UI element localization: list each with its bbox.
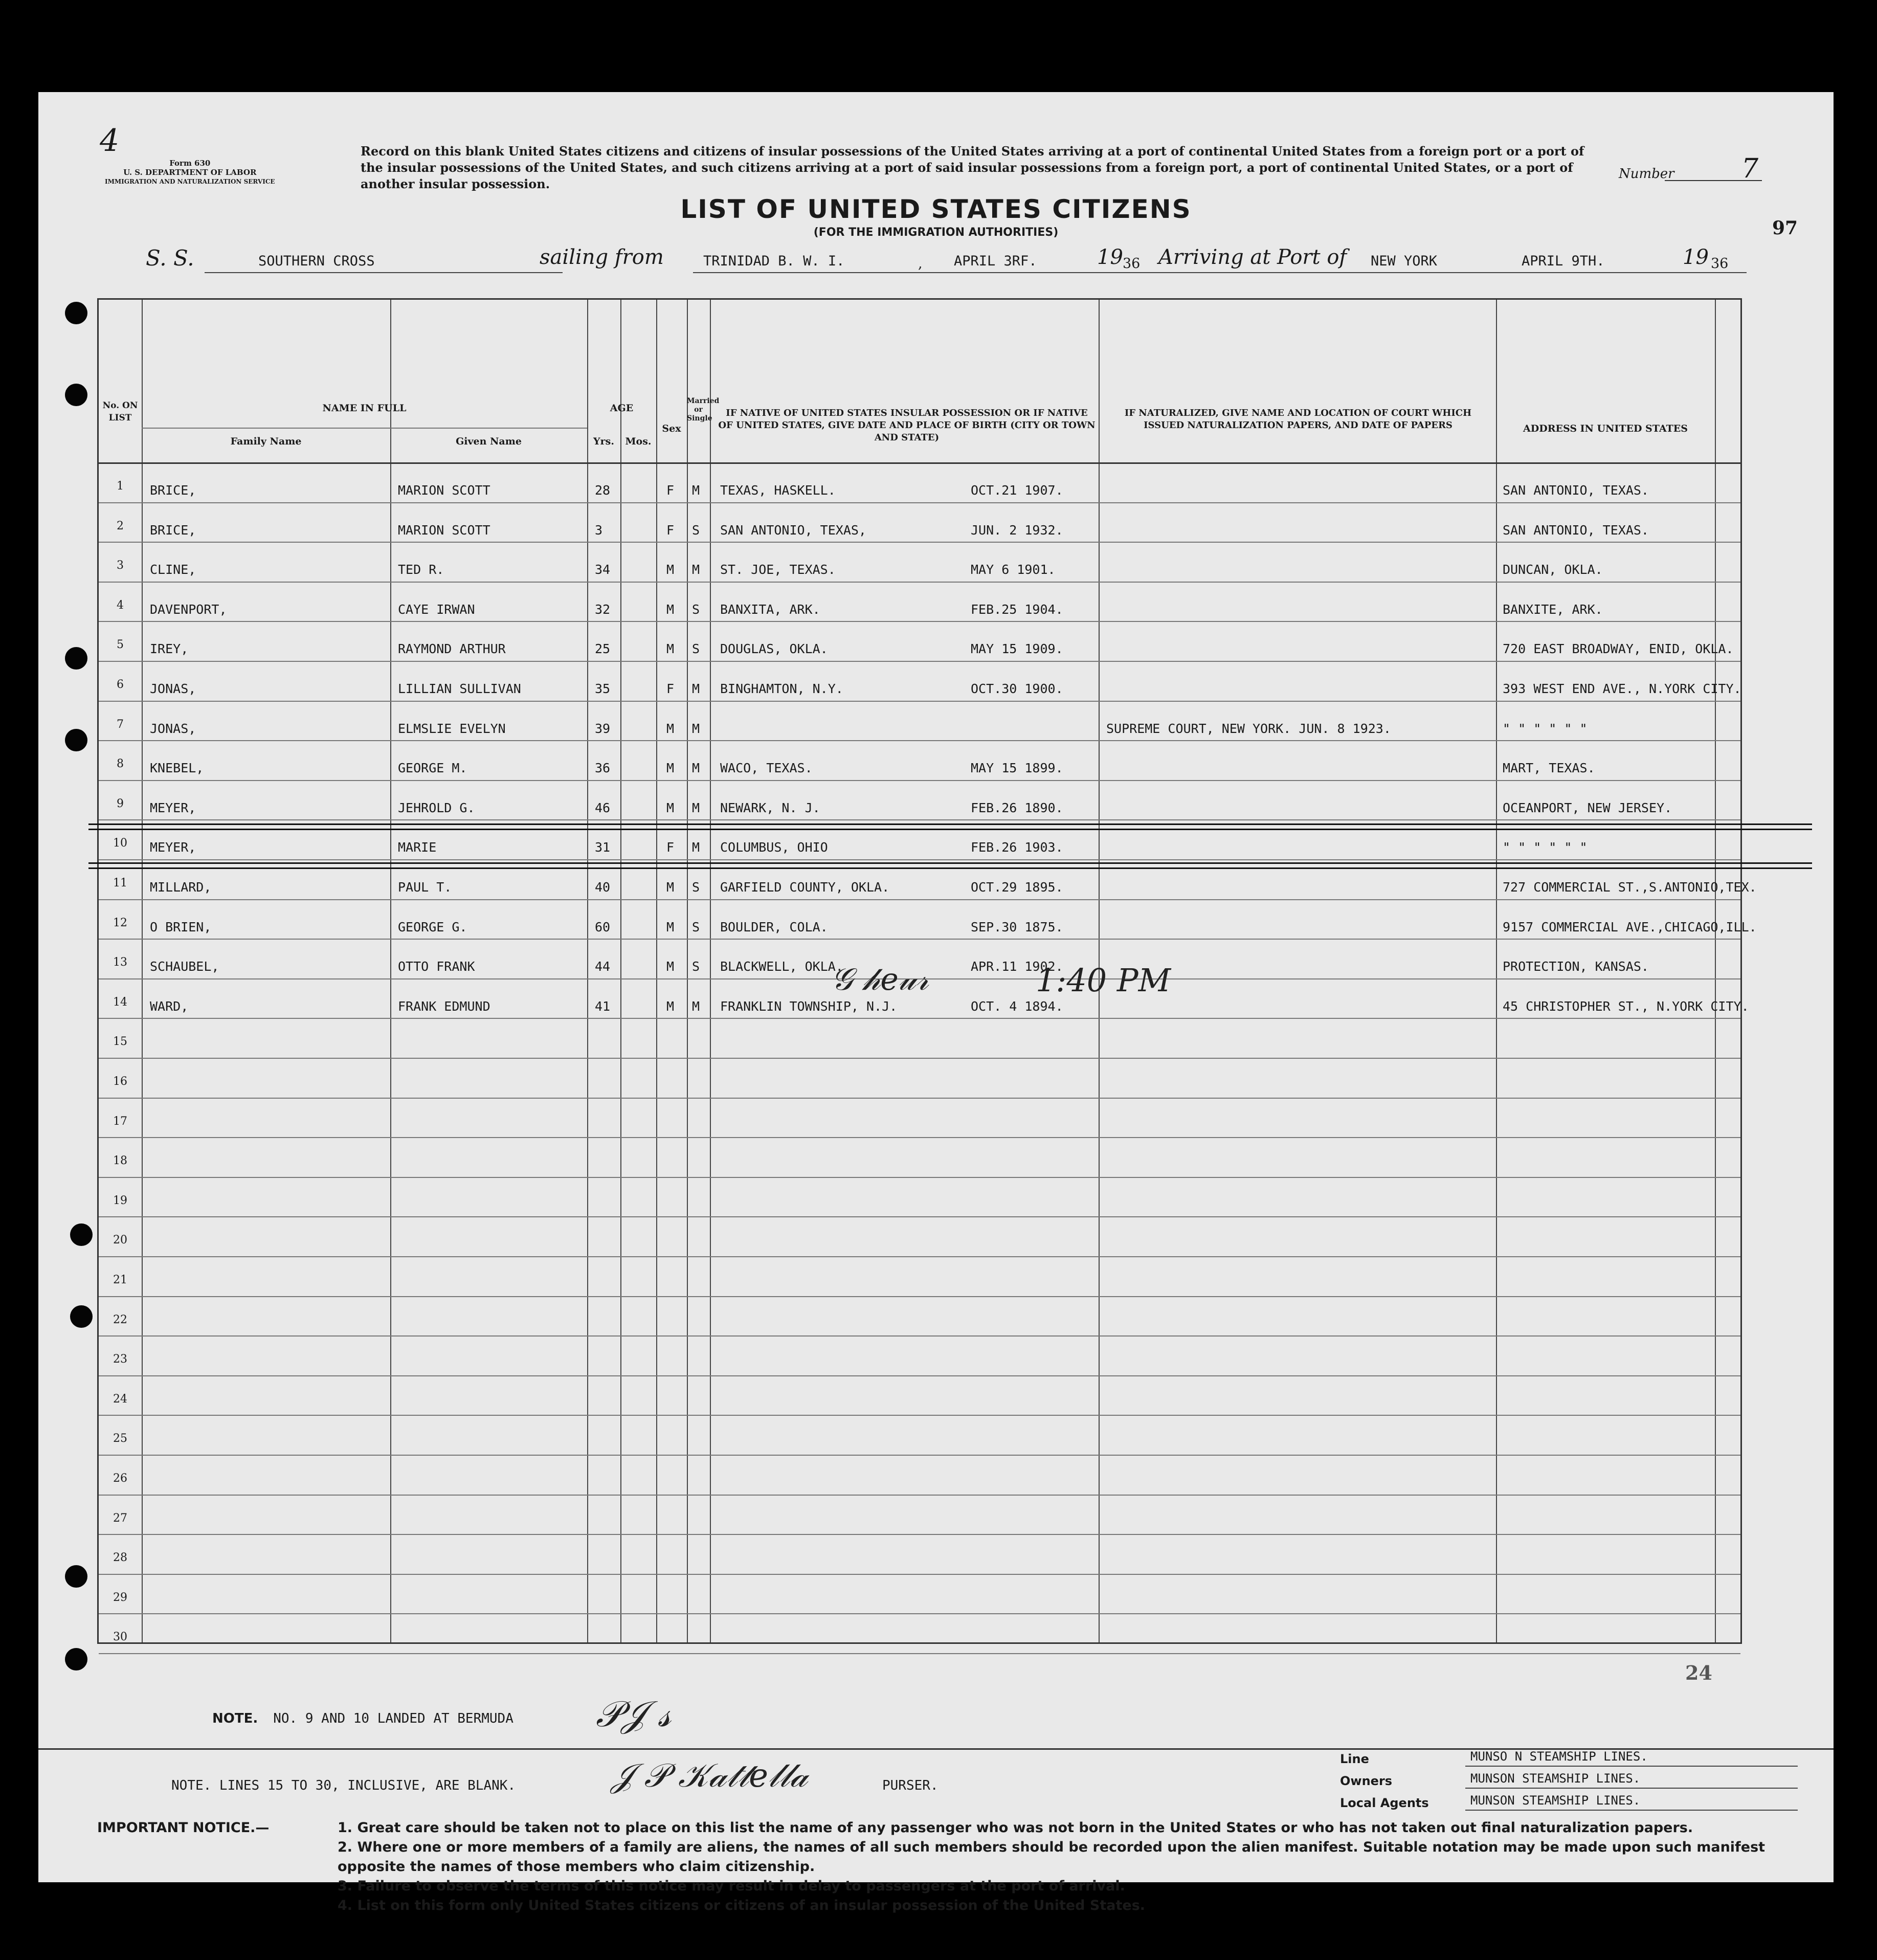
row-number: 7 <box>117 718 124 731</box>
marital-status: M <box>692 721 700 736</box>
row-rule <box>99 1177 1740 1178</box>
handwritten-mark: 4 <box>100 123 120 159</box>
row-rule <box>99 1613 1740 1614</box>
col-age: AGE <box>610 403 634 414</box>
birth-place: FRANKLIN TOWNSHIP, N.J. <box>720 998 898 1014</box>
punch-hole <box>65 1648 87 1671</box>
origin-port: TRINIDAD B. W. I. <box>703 253 845 269</box>
birth-place: BANXITA, ARK. <box>720 602 820 617</box>
row-rule <box>99 1098 1740 1099</box>
row-number: 3 <box>117 559 124 572</box>
col-yrs: Yrs. <box>593 436 614 447</box>
row-number: 9 <box>117 797 124 810</box>
page-total: 24 <box>1685 1661 1712 1684</box>
col-sex: Sex <box>662 423 681 434</box>
row-rule <box>99 1375 1740 1376</box>
age-years: 35 <box>595 681 611 696</box>
birth-place: BOULDER, COLA. <box>720 919 828 934</box>
number-value: 7 <box>1741 153 1759 184</box>
agents-value: MUNSON STEAMSHIP LINES. <box>1470 1793 1641 1808</box>
strike-line <box>88 867 1812 869</box>
marital-status: S <box>692 959 700 974</box>
marital-status: S <box>692 919 700 934</box>
note-text: NO. 9 AND 10 LANDED AT BERMUDA <box>273 1711 513 1726</box>
address: DUNCAN, OKLA. <box>1503 562 1603 577</box>
family-name: DAVENPORT, <box>150 602 227 617</box>
line-value: MUNSO N STEAMSHIP LINES. <box>1470 1749 1648 1764</box>
col-naturalized: IF NATURALIZED, GIVE NAME AND LOCATION OF COURT WHICH ISSUED NATURALIZATION PAPERS, AND DATE OF PAPERS <box>1124 408 1472 431</box>
address: " " " " " " <box>1503 840 1588 855</box>
birth-place: ST. JOE, TEXAS. <box>720 562 836 577</box>
number-label: Number <box>1619 166 1674 182</box>
row-rule <box>99 740 1740 741</box>
purser-label: PURSER. <box>882 1778 938 1793</box>
handwritten-time: 1:40 PM <box>1036 962 1171 999</box>
sex: F <box>666 483 675 498</box>
marital-status: M <box>692 483 700 498</box>
birth-date: FEB.26 1890. <box>971 800 1063 815</box>
row-rule <box>99 1058 1740 1059</box>
strike-line <box>88 829 1812 830</box>
punch-hole <box>65 384 87 406</box>
given-name: CAYE IRWAN <box>398 602 475 617</box>
address: 45 CHRISTOPHER ST., N.YORK CITY. <box>1503 998 1749 1014</box>
family-name: JONAS, <box>150 681 196 696</box>
owners-value: MUNSON STEAMSHIP LINES. <box>1470 1771 1641 1786</box>
given-name: GEORGE M. <box>398 761 467 776</box>
given-name: FRANK EDMUND <box>398 998 490 1014</box>
row-rule <box>99 502 1740 503</box>
given-name: ELMSLIE EVELYN <box>398 721 506 736</box>
row-rule <box>99 542 1740 543</box>
marital-status: M <box>692 998 700 1014</box>
given-name: OTTO FRANK <box>398 959 475 974</box>
row-rule <box>99 1018 1740 1019</box>
sex: M <box>666 800 675 815</box>
instructions-text: Record on this blank United States citizens and citizens of insular possessions of the United States arriving at a port of continental United States from a foreign port or a port of the insular possessions of the United States, and such citizens arriving at a port of said insular possessions from a foreign port, a port of continental United States, or a port of another insular possession. <box>361 144 1584 191</box>
age-years: 44 <box>595 959 611 974</box>
row-number: 11 <box>113 877 127 889</box>
birth-place: NEWARK, N. J. <box>720 800 820 815</box>
sex: F <box>666 681 675 696</box>
birth-place: TEXAS, HASKELL. <box>720 483 836 498</box>
birth-date: OCT.30 1900. <box>971 681 1063 696</box>
blank-row-number: 16 <box>113 1075 127 1088</box>
col-no: No. ON LIST <box>102 400 138 423</box>
row-rule <box>99 899 1740 900</box>
col-married: Married or Single <box>687 397 720 422</box>
given-name: MARIE <box>398 840 437 855</box>
birth-date: MAY 15 1909. <box>971 641 1063 657</box>
blank-row-number: 15 <box>113 1035 127 1049</box>
marital-status: M <box>692 840 700 855</box>
sex: M <box>666 880 675 895</box>
row-rule <box>99 1455 1740 1456</box>
sex: M <box>666 641 675 657</box>
marital-status: S <box>692 880 700 895</box>
given-name: PAUL T. <box>398 880 452 895</box>
marital-status: S <box>692 641 700 657</box>
sex: M <box>666 721 675 736</box>
given-name: JEHROLD G. <box>398 800 475 815</box>
age-years: 28 <box>595 483 611 498</box>
ss-label: S. S. <box>146 246 194 271</box>
blank-row-number: 27 <box>113 1511 127 1525</box>
family-name: IREY, <box>150 641 189 657</box>
row-rule <box>99 661 1740 662</box>
row-rule <box>99 1256 1740 1257</box>
birth-place: DOUGLAS, OKLA. <box>720 641 828 657</box>
notice-2: 2. Where one or more members of a family are aliens, the names of all such members should be recorded upon the alien manifest. Suitable notation may be made upon such manifest opposite the names of those members who claim citizenship. <box>338 1839 1766 1875</box>
ship-name: SOUTHERN CROSS <box>258 253 375 269</box>
arrive-year-prefix: 19 <box>1683 246 1709 269</box>
row-number: 6 <box>117 678 124 691</box>
address: MART, TEXAS. <box>1503 761 1595 776</box>
blank-lines-note: NOTE. LINES 15 TO 30, INCLUSIVE, ARE BLANK. <box>171 1778 516 1793</box>
row-number: 13 <box>113 956 127 969</box>
blank-row-number: 21 <box>113 1274 127 1286</box>
marital-status: M <box>692 761 700 776</box>
birth-date: OCT. 4 1894. <box>971 998 1063 1014</box>
row-number: 12 <box>113 916 127 929</box>
family-name: BRICE, <box>150 522 196 538</box>
family-name: MILLARD, <box>150 880 212 895</box>
birth-date: MAY 6 1901. <box>971 562 1056 577</box>
row-rule <box>99 859 1740 860</box>
arriving-label: Arriving at Port of <box>1158 246 1347 269</box>
row-rule <box>99 1534 1740 1535</box>
address: SAN ANTONIO, TEXAS. <box>1503 483 1649 498</box>
sailing-label: sailing from <box>540 246 664 269</box>
row-number: 2 <box>117 519 124 532</box>
sex: F <box>666 840 675 855</box>
ship-underline <box>205 272 563 273</box>
address: 393 WEST END AVE., N.YORK CITY. <box>1503 681 1741 696</box>
marital-status: S <box>692 522 700 538</box>
arrival-port: NEW YORK <box>1371 253 1438 269</box>
age-years: 3 <box>595 522 603 538</box>
agents-label: Local Agents <box>1340 1796 1429 1810</box>
punch-hole <box>65 1565 87 1588</box>
age-years: 31 <box>595 840 611 855</box>
blank-row-number: 28 <box>113 1551 127 1565</box>
punch-hole <box>65 302 87 324</box>
blank-row-number: 23 <box>113 1353 127 1366</box>
blank-row-number: 25 <box>113 1432 127 1445</box>
family-name: BRICE, <box>150 483 196 498</box>
sex: M <box>666 562 675 577</box>
page-number: 97 <box>1772 217 1798 239</box>
marital-status: M <box>692 800 700 815</box>
marital-status: M <box>692 562 700 577</box>
blank-row-number: 20 <box>113 1234 127 1247</box>
row-rule <box>99 1137 1740 1138</box>
birth-date: FEB.26 1903. <box>971 840 1063 855</box>
row-number: 8 <box>117 758 124 771</box>
col-name-in-full: NAME IN FULL <box>322 403 407 414</box>
row-number: 10 <box>113 837 127 850</box>
birth-date: FEB.25 1904. <box>971 602 1063 617</box>
depart-year: 36 <box>1123 256 1141 272</box>
col-birth: IF NATIVE OF UNITED STATES INSULAR POSSESSION OR IF NATIVE OF UNITED STATES, GIVE DATE AND PLACE OF BIRTH (CITY OR TOWN AND STATE) <box>718 408 1096 443</box>
age-years: 41 <box>595 998 611 1014</box>
notice-3: 3. Failure to observe the terms of this notice may result in delay to passengers at the port of arrival. <box>338 1878 1125 1894</box>
strike-line <box>88 823 1812 825</box>
row-rule <box>99 1495 1740 1496</box>
col-given-name: Given Name <box>456 436 522 447</box>
blank-row-number: 29 <box>113 1591 127 1604</box>
birth-place: BLACKWELL, OKLA. <box>720 959 843 974</box>
row-rule <box>99 582 1740 583</box>
age-years: 36 <box>595 761 611 776</box>
address: 720 EAST BROADWAY, ENID, OKLA. <box>1503 641 1734 657</box>
purser-signature: 𝒥 𝒫 𝒦𝒶𝓉𝓉𝑒𝓁𝓁𝒶 <box>611 1757 808 1795</box>
row-rule <box>99 1216 1740 1217</box>
sex: M <box>666 761 675 776</box>
birth-date: OCT.29 1895. <box>971 880 1063 895</box>
birth-date: SEP.30 1875. <box>971 919 1063 934</box>
row-rule <box>99 939 1740 940</box>
owners-label: Owners <box>1340 1774 1393 1788</box>
blank-row-number: 19 <box>113 1194 127 1207</box>
punch-hole <box>70 1305 93 1328</box>
blank-row-number: 22 <box>113 1313 127 1326</box>
address: OCEANPORT, NEW JERSEY. <box>1503 800 1672 815</box>
family-name: O BRIEN, <box>150 919 212 934</box>
col-mos: Mos. <box>625 436 652 447</box>
address: SAN ANTONIO, TEXAS. <box>1503 522 1649 538</box>
given-name: LILLIAN SULLIVAN <box>398 681 521 696</box>
family-name: WARD, <box>150 998 189 1014</box>
row-number: 14 <box>113 995 127 1009</box>
row-rule <box>99 819 1740 820</box>
row-rule <box>99 1574 1740 1575</box>
important-label: IMPORTANT NOTICE.— <box>97 1820 270 1836</box>
birth-place: COLUMBUS, OHIO <box>720 840 828 855</box>
birth-date: OCT.21 1907. <box>971 483 1063 498</box>
sex: M <box>666 998 675 1014</box>
arrive-year: 36 <box>1711 256 1729 272</box>
birth-date: MAY 15 1899. <box>971 761 1063 776</box>
blank-row-number: 26 <box>113 1472 127 1485</box>
punch-hole <box>70 1223 93 1246</box>
family-name: CLINE, <box>150 562 196 577</box>
depart-year-prefix: 19 <box>1097 246 1123 269</box>
age-years: 39 <box>595 721 611 736</box>
row-rule <box>99 1296 1740 1297</box>
family-name: SCHAUBEL, <box>150 959 219 974</box>
initials-mark: 𝒢 𝒽𝑒𝓊𝓇 <box>831 962 929 997</box>
address: 9157 COMMERCIAL AVE.,CHICAGO,ILL. <box>1503 919 1757 934</box>
form-id <box>105 159 275 186</box>
given-name: MARION SCOTT <box>398 522 490 538</box>
form-number: Form 630 <box>169 159 211 168</box>
row-rule <box>99 780 1740 781</box>
department-name: U. S. DEPARTMENT OF LABOR <box>123 168 257 177</box>
given-name: RAYMOND ARTHUR <box>398 641 506 657</box>
address: 727 COMMERCIAL ST.,S.ANTONIO,TEX. <box>1503 880 1757 895</box>
birth-place: SAN ANTONIO, TEXAS, <box>720 522 866 538</box>
family-name: JONAS, <box>150 721 196 736</box>
age-years: 25 <box>595 641 611 657</box>
row-rule <box>99 701 1740 702</box>
given-name: TED R. <box>398 562 444 577</box>
sex: F <box>666 522 675 538</box>
row-number: 1 <box>117 480 124 493</box>
page-subtitle: (FOR THE IMMIGRATION AUTHORITIES) <box>813 226 1059 239</box>
given-name: MARION SCOTT <box>398 483 490 498</box>
birth-place: GARFIELD COUNTY, OKLA. <box>720 880 890 895</box>
address: BANXITE, ARK. <box>1503 602 1603 617</box>
row-number: 4 <box>117 598 124 612</box>
important-notice <box>97 1818 1785 1916</box>
age-years: 46 <box>595 800 611 815</box>
depart-date: APRIL 3RF. <box>954 253 1037 269</box>
age-years: 34 <box>595 562 611 577</box>
address: " " " " " " <box>1503 721 1588 736</box>
birth-place: WACO, TEXAS. <box>720 761 813 776</box>
row-number: 5 <box>117 638 124 652</box>
naturalization-court: SUPREME COURT, NEW YORK. JUN. 8 1923. <box>1106 721 1391 736</box>
blank-row-number: 30 <box>113 1631 127 1644</box>
notice-1: 1. Great care should be taken not to place on this list the name of any passenger who was not born in the United States or who has not taken out final naturalization papers. <box>338 1820 1693 1836</box>
bermuda-note <box>212 1711 513 1726</box>
punch-hole <box>65 729 87 751</box>
sex: M <box>666 919 675 934</box>
birth-place: BINGHAMTON, N.Y. <box>720 681 843 696</box>
age-years: 32 <box>595 602 611 617</box>
address: PROTECTION, KANSAS. <box>1503 959 1649 974</box>
row-rule <box>99 1415 1740 1416</box>
strike-line <box>88 862 1812 864</box>
row-rule <box>99 1335 1740 1337</box>
age-years: 40 <box>595 880 611 895</box>
family-name: MEYER, <box>150 840 196 855</box>
age-years: 60 <box>595 919 611 934</box>
blank-row-number: 17 <box>113 1115 127 1128</box>
col-family-name: Family Name <box>230 436 302 447</box>
purser-initials-signature: 𝒫𝒥 𝓈 <box>596 1693 671 1735</box>
row-rule <box>99 621 1740 622</box>
marital-status: S <box>692 602 700 617</box>
blank-row-number: 24 <box>113 1392 127 1406</box>
arrival-date: APRIL 9TH. <box>1522 253 1605 269</box>
blank-row-number: 18 <box>113 1154 127 1168</box>
notice-4: 4. List on this form only United States citizens or citizens of an insular possession of the United States. <box>338 1898 1146 1913</box>
sex: M <box>666 602 675 617</box>
page-title: LIST OF UNITED STATES CITIZENS <box>680 194 1192 224</box>
family-name: KNEBEL, <box>150 761 204 776</box>
given-name: GEORGE G. <box>398 919 467 934</box>
row-rule <box>99 1653 1740 1654</box>
sex: M <box>666 959 675 974</box>
punch-hole <box>65 647 87 670</box>
line-label: Line <box>1340 1752 1369 1766</box>
birth-date: JUN. 2 1932. <box>971 522 1063 538</box>
marital-status: M <box>692 681 700 696</box>
note-label: NOTE. <box>212 1711 258 1726</box>
birth-date: APR.11 1902. <box>971 959 1063 974</box>
col-address: ADDRESS IN UNITED STATES <box>1523 423 1688 434</box>
family-name: MEYER, <box>150 800 196 815</box>
port-underline <box>1358 272 1747 273</box>
manifest-page: 4 Form 630 U. S. DEPARTMENT OF LABOR IMMIGRATION AND NATURALIZATION SERVICE Record on this blank United States citizens and citizens of insular possessions of the United States arriving at a port of continental United States from a foreign port or a port of the insular possessions of the United States, and such citizens arriving at a port of said insular possessions from a foreign port, a port of continental United States, or a port of another insular possession. Number 7 97 LIST OF UNITED STATES CITIZENS (FOR THE IMMIGRATION AUTHORITIES) S. S. SOUTHERN CROSS sailing from TRINIDAD B. W. I. , APRIL 3RF. 19 36 Arriving at Port of NEW YORK APRIL 9TH. 19 36 No. ON LIST NAME IN FULL Family Name Given Name AGE Yrs. Mos. Sex Married or Single IF NATIVE OF UNITED STATES INSULAR POSSESSION OR IF NATIVE OF UNITED STATES, GIVE DATE AND PLACE OF BIRTH (CITY OR TOWN AND STATE) IF NATURALIZED, GIVE NAME AND LOCATION OF COURT WHICH ISSUED NATURALIZATION PAPERS, AND DATE OF PAPERS ADDRESS IN UNITED STATES 1 BRICE, MARION SCOTT 28 F M TEXAS, HASKELL. OCT.21 1907. SAN ANTONIO, TEXAS. 2 BRICE, MARION SCOTT 3 F S SAN ANTONIO, TEXAS, JUN. 2 1932. SAN ANTONIO, TEXAS. 3 CLINE, TED R. 34 M M ST. JOE, TEXAS. MAY 6 1901. DUNCAN, OKLA. 4 DAVENPORT, CAYE IRWAN 32 M S BANXITA, ARK. FEB.25 1904. BANXITE, ARK. 5 IREY, RAYMOND ARTHUR 25 M S DOUGLAS, OKLA. MAY 15 1909. 720 EAST BROADWAY, ENID, OKLA. 6 JONAS, LILLIAN SULLIVAN 35 F M BINGHAMTON, N.Y. OCT.30 1900. 393 WEST END AVE., N.YORK CITY. 7 JONAS, ELMSLIE EVELYN 39 M M SUPREME COURT, NEW YORK. JUN. 8 1923. " " " " " " 8 KNEBEL, GEORGE M. 36 M M WACO, TEXAS. MAY 15 1899. MART, TEXAS. 9 MEYER, JEHROLD G. 46 M M NEWARK, N. J. FEB.26 1890. OCEANPORT, NEW JERSEY. 10 MEYER, MARIE 31 F M COLUMBUS, OHIO FEB.26 1903. " " " " " " 11 MILLARD, PAUL T. 40 M S GARFIELD COUNTY, OKLA. OCT.29 1895. 727 COMMERCIAL ST.,S.ANTONIO,TEX. 12 O BRIEN, GEORGE G. 60 M S BOULDER, COLA. SEP.30 1875. 9157 COMMERCIAL AVE.,CHICAGO,ILL. 13 SCHAUBEL, OTTO FRANK 44 M S BLACKWELL, OKLA. APR.11 1902. PROTECTION, KANSAS. 14 WARD, FRANK EDMUND 41 M M FRANKLIN TOWNSHIP, N.J. OCT. 4 1894. 45 CHRISTOPHER ST., N.YORK CITY. 15 16 17 18 19 20 21 22 23 24 25 26 27 28 29 30 𝒢 𝒽𝑒𝓊𝓇 1:40 PM 24 NOTE. NO. 9 AND 10 LANDED AT BERMUDA 𝒫𝒥 𝓈 NOTE. LINES 15 TO 30, INCLUSIVE, ARE BLANK. 𝒥 𝒫 𝒦𝒶𝓉𝓉𝑒𝓁𝓁𝒶 PURSER. Line MUNSO N STEAMSHIP LINES. Owners MUNSON STEAMSHIP LINES. Local Agents MUNSON STEAMSHIP LINES. IMPORTANT NOTICE.— 1. Great care should be taken not to place on this list the name of any passenger who was not born in the United States or who has not taken out final naturalization papers. 2. Where one or more members of a family are aliens, the names of all such members should be recorded upon the alien manifest. Suitable notation may be made upon such manifest opposite the names of those members who claim citizenship. 3. Failure to observe the terms of this notice may result in delay to passengers at the port of arrival. 4. List on this form only United States citizens or citizens of an insular possession of the United States. <box>38 92 1834 1882</box>
origin-underline <box>693 272 1368 273</box>
service-name: IMMIGRATION AND NATURALIZATION SERVICE <box>105 178 275 185</box>
